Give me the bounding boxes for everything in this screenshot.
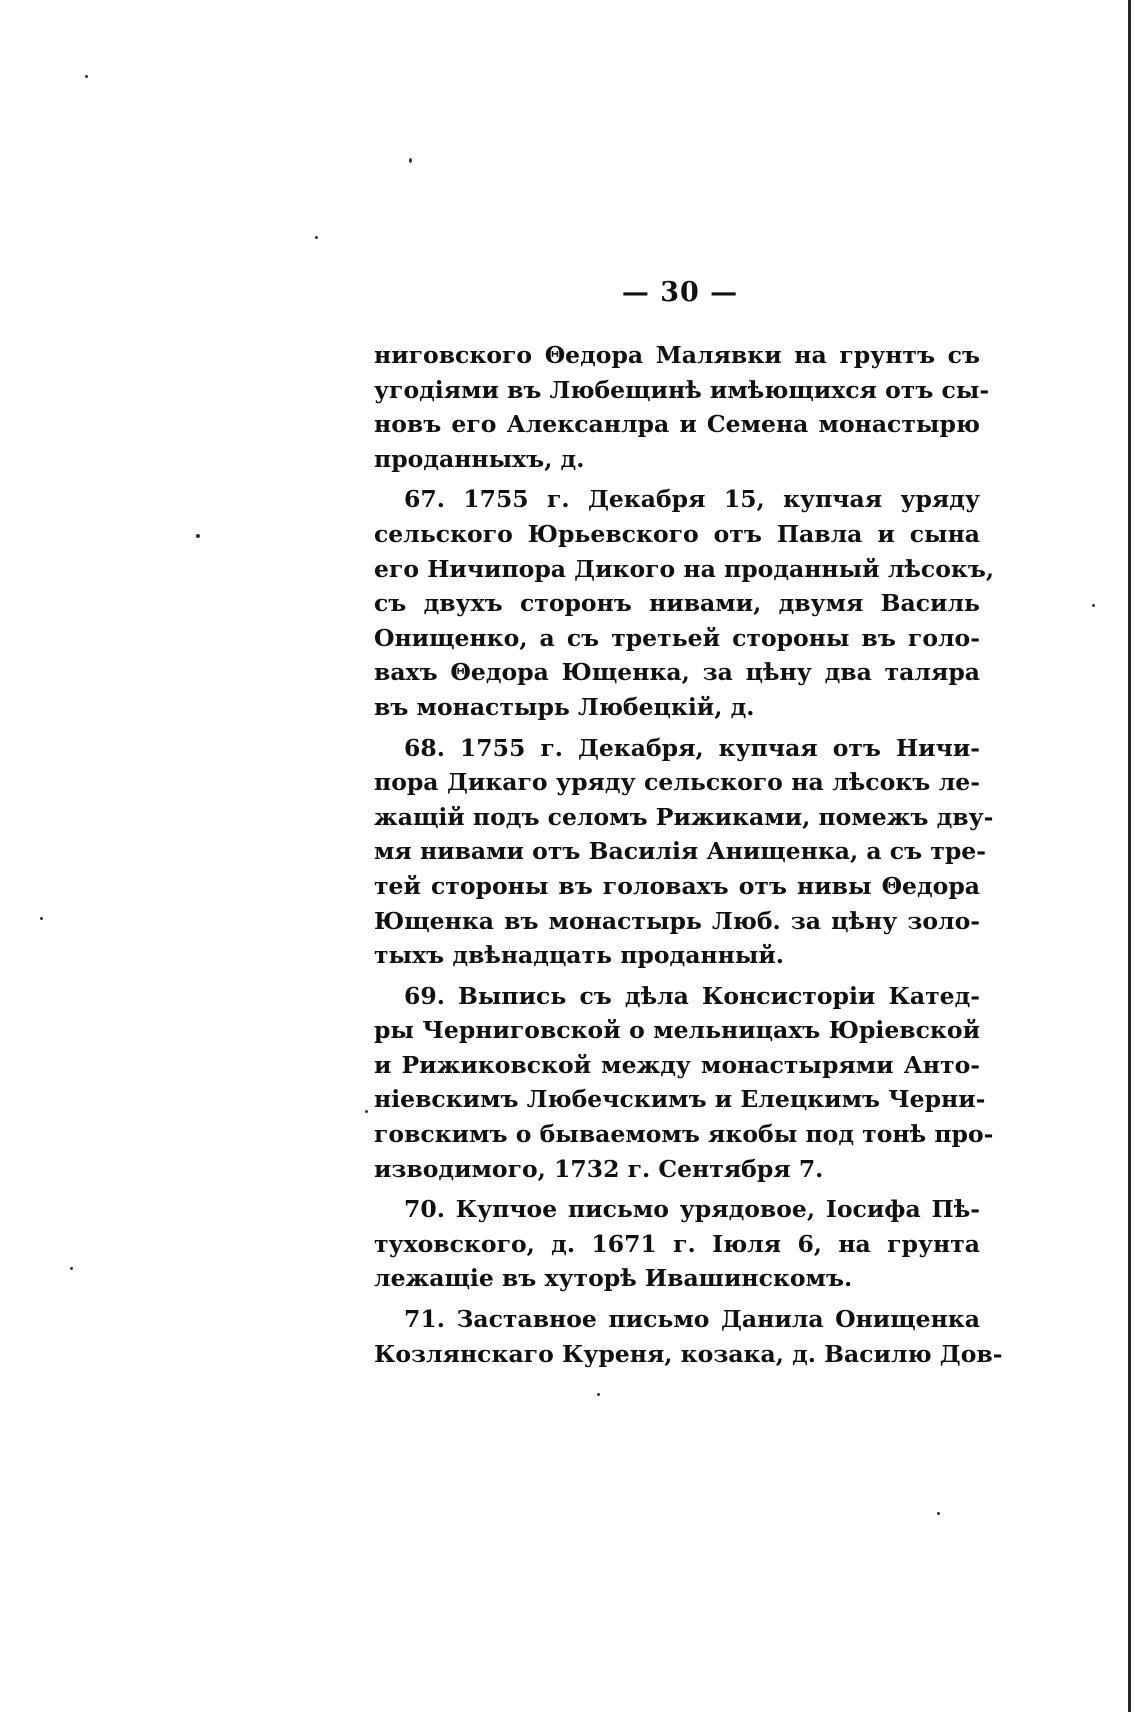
scan-speck [70,1267,73,1270]
scan-speck [937,1512,940,1515]
text-line: проданныхъ, д. [374,444,585,473]
text-line: тей стороны въ головахъ отъ нивы Θедора [374,871,980,900]
text-line: пора Дикаго уряду сельского на лѣсокъ ле- [374,768,980,797]
text-line: говскимъ о бываемомъ якобы под тонѣ про- [374,1120,994,1149]
entry-69 [374,979,994,1187]
scan-speck [409,158,412,163]
text-line: мя нивами отъ Василія Анищенка, а съ тре- [374,837,987,866]
text-line: изводимого, 1732 г. Сентября 7. [374,1154,824,1183]
text-line: туховского, д. 1671 г. Іюля 6, на грунта [374,1229,980,1258]
page-edge-shadow [1128,0,1131,1712]
text-line: Ющенка въ монастырь Люб. за цѣну золо- [374,906,980,935]
text-line: Онищенко, а съ третьей стороны въ голо- [374,623,980,652]
text-line: угодіями въ Любещинѣ имѣющихся отъ сы- [374,375,990,404]
scan-speck [196,534,200,538]
text-line: новъ его Алексанлра и Семена монастырю [374,410,980,439]
text-line: сельского Юрьевского отъ Павла и сына [374,519,980,548]
text-line: 68. 1755 г. Декабря, купчая отъ Ничи- [404,733,980,762]
text-line: его Ничипора Дикого на проданный лѣсокъ, [374,554,995,583]
entry-70 [374,1192,980,1296]
scan-speck [85,75,88,78]
text-line: 69. Выпись съ дѣла Консисторіи Катед- [404,981,980,1010]
continuation-paragraph [374,338,990,476]
text-line: ніевскимъ Любечскимъ и Елецкимъ Черни- [374,1085,986,1114]
body-text [374,338,1003,1371]
text-line: и Рижиковской между монастырями Анто- [374,1050,980,1079]
scan-speck [597,1393,600,1396]
text-line: жащій подъ селомъ Рижиками, помежъ дву- [374,802,994,831]
text-line: 67. 1755 г. Декабря 15, купчая уряду [404,485,980,514]
text-line: вахъ Θедора Ющенка, за цѣну два талярa [374,658,980,687]
entry-68 [374,731,994,973]
scan-speck [1092,604,1095,607]
scan-speck [40,917,43,920]
text-line: Козлянскаго Куреня, козака, д. Василю Дов- [374,1339,1003,1368]
entry-71 [374,1302,1003,1371]
text-line: съ двухъ сторонъ нивами, двумя Василь [374,589,980,618]
entry-67 [374,482,995,724]
scan-speck [365,1110,368,1113]
text-line: 70. Купчое письмо урядовое, Іосифа Пѣ- [404,1195,980,1224]
text-line: лежащіе въ хуторѣ Ивашинскомъ. [374,1264,853,1293]
text-line: ниговского Θедора Малявки на грунтъ съ [374,341,980,369]
text-line: тыхъ двѣнадцать проданный. [374,941,784,970]
text-line: въ монастырь Любецкій, д. [374,692,755,721]
text-line: 71. Заставное письмо Данила Онищенка [404,1305,980,1334]
scan-speck [315,236,318,239]
page-number: — 30 — [621,277,739,308]
text-line: ры Черниговской о мельницахъ Юріевской [374,1016,980,1045]
